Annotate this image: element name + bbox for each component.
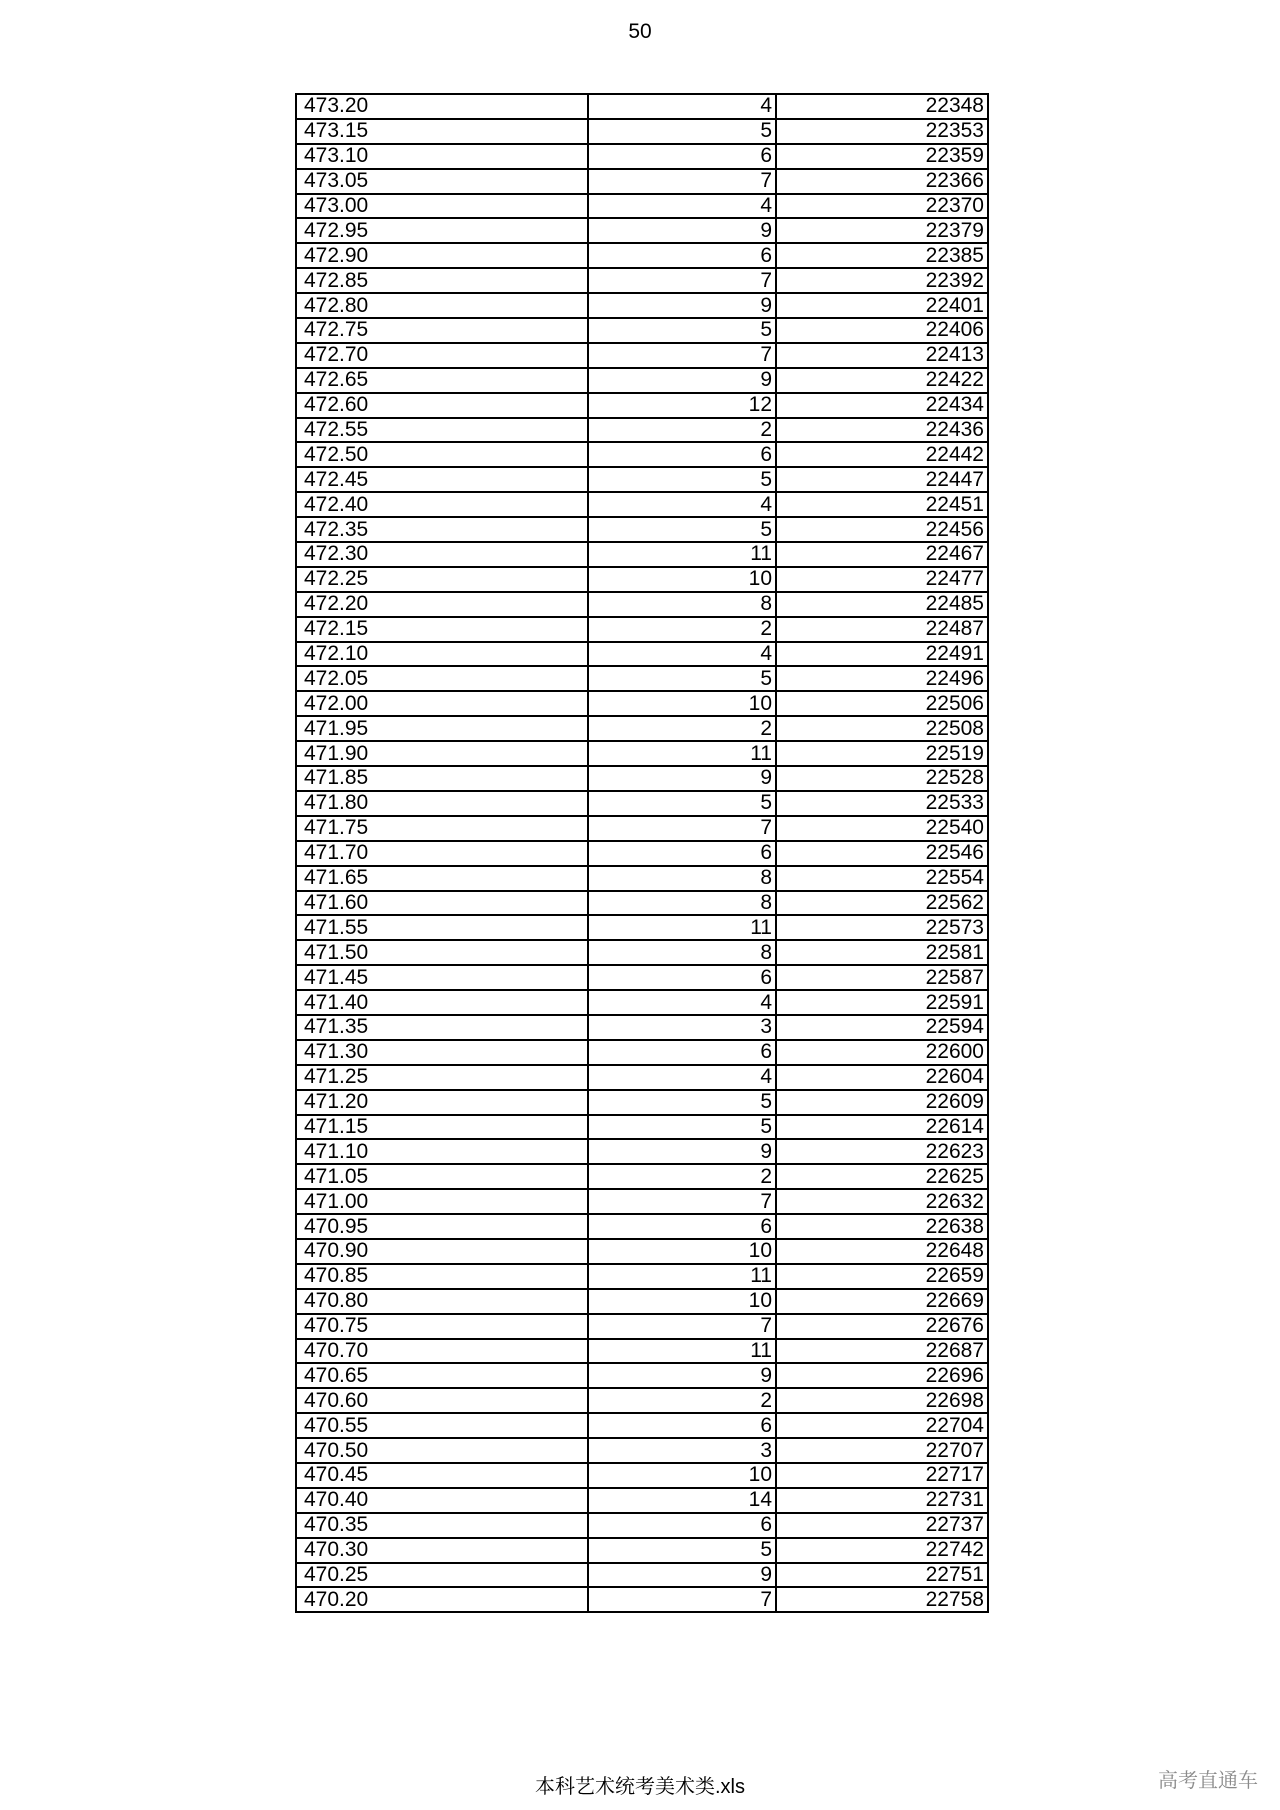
score-cell: 470.20: [296, 1587, 588, 1612]
table-row: [296, 1139, 988, 1164]
cumulative-cell: 22366: [776, 169, 988, 194]
score-cell: 471.80: [296, 791, 588, 816]
count-cell: 8: [588, 866, 776, 891]
cumulative-cell: 22533: [776, 791, 988, 816]
count-cell: 8: [588, 891, 776, 916]
count-cell: 7: [588, 816, 776, 841]
cumulative-cell: 22758: [776, 1587, 988, 1612]
cumulative-cell: 22392: [776, 268, 988, 293]
score-cell: 472.30: [296, 542, 588, 567]
count-cell: 11: [588, 542, 776, 567]
cumulative-cell: 22609: [776, 1090, 988, 1115]
table-row: [296, 1090, 988, 1115]
count-cell: 4: [588, 642, 776, 667]
cumulative-cell: 22594: [776, 1015, 988, 1040]
cumulative-cell: 22528: [776, 766, 988, 791]
table-row: [296, 1239, 988, 1264]
count-cell: 4: [588, 194, 776, 219]
table-row: [296, 1115, 988, 1140]
table-row: [296, 1339, 988, 1364]
table-row: [296, 1563, 988, 1588]
score-cell: 470.45: [296, 1463, 588, 1488]
cumulative-cell: 22600: [776, 1040, 988, 1065]
score-cell: 472.50: [296, 442, 588, 467]
cumulative-cell: 22604: [776, 1065, 988, 1090]
count-cell: 5: [588, 666, 776, 691]
cumulative-cell: 22422: [776, 368, 988, 393]
count-cell: 4: [588, 990, 776, 1015]
count-cell: 9: [588, 368, 776, 393]
table-row: [296, 1164, 988, 1189]
cumulative-cell: 22467: [776, 542, 988, 567]
cumulative-cell: 22487: [776, 617, 988, 642]
table-row: [296, 243, 988, 268]
count-cell: 9: [588, 218, 776, 243]
table-row: [296, 194, 988, 219]
table-row: [296, 642, 988, 667]
score-cell: 471.20: [296, 1090, 588, 1115]
cumulative-cell: 22413: [776, 343, 988, 368]
count-cell: 3: [588, 1015, 776, 1040]
score-cell: 471.85: [296, 766, 588, 791]
count-cell: 6: [588, 841, 776, 866]
score-cell: 472.90: [296, 243, 588, 268]
table-row: [296, 1289, 988, 1314]
score-cell: 470.25: [296, 1563, 588, 1588]
score-cell: 470.40: [296, 1488, 588, 1513]
count-cell: 10: [588, 567, 776, 592]
table-row: [296, 866, 988, 891]
table-row: [296, 542, 988, 567]
table-row: [296, 418, 988, 443]
table-row: [296, 891, 988, 916]
score-table-body: [296, 94, 988, 1612]
table-row: [296, 1015, 988, 1040]
score-cell: 472.80: [296, 293, 588, 318]
count-cell: 5: [588, 791, 776, 816]
score-cell: 471.55: [296, 915, 588, 940]
table-row: [296, 1538, 988, 1563]
footer-filename: 本科艺术统考美术类.xls: [535, 1776, 745, 1798]
score-cell: 470.80: [296, 1289, 588, 1314]
count-cell: 11: [588, 741, 776, 766]
table-row: [296, 442, 988, 467]
table-row: [296, 169, 988, 194]
count-cell: 4: [588, 492, 776, 517]
score-cell: 472.85: [296, 268, 588, 293]
cumulative-cell: 22687: [776, 1339, 988, 1364]
cumulative-cell: 22573: [776, 915, 988, 940]
score-cell: 471.30: [296, 1040, 588, 1065]
cumulative-cell: 22581: [776, 940, 988, 965]
score-cell: 470.70: [296, 1339, 588, 1364]
cumulative-cell: 22436: [776, 418, 988, 443]
score-cell: 471.05: [296, 1164, 588, 1189]
table-row: [296, 144, 988, 169]
count-cell: 9: [588, 1363, 776, 1388]
cumulative-cell: 22638: [776, 1214, 988, 1239]
score-cell: 472.05: [296, 666, 588, 691]
table-row: [296, 1040, 988, 1065]
score-cell: 470.60: [296, 1388, 588, 1413]
count-cell: 12: [588, 393, 776, 418]
table-row: [296, 617, 988, 642]
score-cell: 471.65: [296, 866, 588, 891]
score-cell: 470.90: [296, 1239, 588, 1264]
table-row: [296, 716, 988, 741]
score-cell: 471.10: [296, 1139, 588, 1164]
table-row: [296, 268, 988, 293]
count-cell: 8: [588, 592, 776, 617]
score-cell: 471.75: [296, 816, 588, 841]
count-cell: 8: [588, 940, 776, 965]
cumulative-cell: 22707: [776, 1438, 988, 1463]
table-row: [296, 343, 988, 368]
table-row: [296, 1513, 988, 1538]
score-cell: 472.40: [296, 492, 588, 517]
table-row: [296, 1189, 988, 1214]
cumulative-cell: 22519: [776, 741, 988, 766]
score-cell: 471.40: [296, 990, 588, 1015]
score-cell: 471.50: [296, 940, 588, 965]
cumulative-cell: 22370: [776, 194, 988, 219]
count-cell: 5: [588, 467, 776, 492]
score-cell: 472.55: [296, 418, 588, 443]
table-row: [296, 816, 988, 841]
count-cell: 6: [588, 243, 776, 268]
count-cell: 11: [588, 1339, 776, 1364]
score-cell: 471.90: [296, 741, 588, 766]
cumulative-cell: 22562: [776, 891, 988, 916]
table-row: [296, 492, 988, 517]
count-cell: 7: [588, 1189, 776, 1214]
count-cell: 6: [588, 1214, 776, 1239]
cumulative-cell: 22659: [776, 1264, 988, 1289]
count-cell: 7: [588, 268, 776, 293]
table-row: [296, 691, 988, 716]
table-row: [296, 1065, 988, 1090]
table-row: [296, 119, 988, 144]
count-cell: 6: [588, 1513, 776, 1538]
score-cell: 472.60: [296, 393, 588, 418]
score-cell: 471.00: [296, 1189, 588, 1214]
cumulative-cell: 22648: [776, 1239, 988, 1264]
cumulative-cell: 22698: [776, 1388, 988, 1413]
table-row: [296, 517, 988, 542]
score-cell: 472.95: [296, 218, 588, 243]
score-cell: 471.25: [296, 1065, 588, 1090]
score-cell: 472.00: [296, 691, 588, 716]
count-cell: 7: [588, 343, 776, 368]
cumulative-cell: 22676: [776, 1314, 988, 1339]
count-cell: 9: [588, 1563, 776, 1588]
score-cell: 470.95: [296, 1214, 588, 1239]
count-cell: 2: [588, 1164, 776, 1189]
count-cell: 10: [588, 1289, 776, 1314]
cumulative-cell: 22496: [776, 666, 988, 691]
cumulative-cell: 22742: [776, 1538, 988, 1563]
score-cell: 471.95: [296, 716, 588, 741]
cumulative-cell: 22406: [776, 318, 988, 343]
count-cell: 6: [588, 442, 776, 467]
score-cell: 473.05: [296, 169, 588, 194]
cumulative-cell: 22491: [776, 642, 988, 667]
cumulative-cell: 22540: [776, 816, 988, 841]
cumulative-cell: 22401: [776, 293, 988, 318]
score-cell: 472.15: [296, 617, 588, 642]
cumulative-cell: 22447: [776, 467, 988, 492]
table-row: [296, 318, 988, 343]
table-row: [296, 791, 988, 816]
table-row: [296, 990, 988, 1015]
table-row: [296, 741, 988, 766]
count-cell: 7: [588, 1587, 776, 1612]
count-cell: 5: [588, 517, 776, 542]
cumulative-cell: 22669: [776, 1289, 988, 1314]
count-cell: 2: [588, 418, 776, 443]
cumulative-cell: 22623: [776, 1139, 988, 1164]
score-cell: 470.55: [296, 1413, 588, 1438]
cumulative-cell: 22587: [776, 965, 988, 990]
score-cell: 471.70: [296, 841, 588, 866]
count-cell: 4: [588, 1065, 776, 1090]
count-cell: 6: [588, 965, 776, 990]
score-cell: 471.15: [296, 1115, 588, 1140]
cumulative-cell: 22731: [776, 1488, 988, 1513]
cumulative-cell: 22717: [776, 1463, 988, 1488]
cumulative-cell: 22456: [776, 517, 988, 542]
score-cell: 472.25: [296, 567, 588, 592]
score-cell: 472.75: [296, 318, 588, 343]
score-cell: 470.65: [296, 1363, 588, 1388]
count-cell: 7: [588, 169, 776, 194]
count-cell: 6: [588, 1040, 776, 1065]
table-row: [296, 666, 988, 691]
table-row: [296, 368, 988, 393]
table-row: [296, 1388, 988, 1413]
table-row: [296, 592, 988, 617]
table-row: [296, 940, 988, 965]
cumulative-cell: 22696: [776, 1363, 988, 1388]
score-cell: 470.85: [296, 1264, 588, 1289]
score-cell: 472.20: [296, 592, 588, 617]
table-row: [296, 1413, 988, 1438]
count-cell: 14: [588, 1488, 776, 1513]
table-row: [296, 766, 988, 791]
table-row: [296, 965, 988, 990]
score-cell: 473.20: [296, 94, 588, 119]
count-cell: 6: [588, 1413, 776, 1438]
count-cell: 3: [588, 1438, 776, 1463]
score-cell: 472.35: [296, 517, 588, 542]
cumulative-cell: 22477: [776, 567, 988, 592]
cumulative-cell: 22632: [776, 1189, 988, 1214]
score-cell: 470.50: [296, 1438, 588, 1463]
cumulative-cell: 22546: [776, 841, 988, 866]
count-cell: 5: [588, 1115, 776, 1140]
table-row: [296, 393, 988, 418]
cumulative-cell: 22348: [776, 94, 988, 119]
count-cell: 11: [588, 915, 776, 940]
table-row: [296, 1488, 988, 1513]
score-cell: 473.00: [296, 194, 588, 219]
count-cell: 9: [588, 766, 776, 791]
table-row: [296, 567, 988, 592]
table-row: [296, 94, 988, 119]
score-cell: 470.30: [296, 1538, 588, 1563]
score-cell: 471.45: [296, 965, 588, 990]
table-row: [296, 841, 988, 866]
cumulative-cell: 22704: [776, 1413, 988, 1438]
cumulative-cell: 22614: [776, 1115, 988, 1140]
table-row: [296, 915, 988, 940]
cumulative-cell: 22434: [776, 393, 988, 418]
count-cell: 5: [588, 318, 776, 343]
cumulative-cell: 22485: [776, 592, 988, 617]
table-row: [296, 293, 988, 318]
count-cell: 2: [588, 617, 776, 642]
table-row: [296, 1587, 988, 1612]
cumulative-cell: 22353: [776, 119, 988, 144]
score-table: [295, 93, 989, 1613]
score-cell: 472.70: [296, 343, 588, 368]
cumulative-cell: 22591: [776, 990, 988, 1015]
count-cell: 5: [588, 119, 776, 144]
count-cell: 9: [588, 1139, 776, 1164]
score-cell: 471.35: [296, 1015, 588, 1040]
cumulative-cell: 22554: [776, 866, 988, 891]
cumulative-cell: 22737: [776, 1513, 988, 1538]
page-number: 50: [628, 20, 652, 43]
table-row: [296, 1363, 988, 1388]
count-cell: 5: [588, 1538, 776, 1563]
count-cell: 10: [588, 691, 776, 716]
count-cell: 10: [588, 1463, 776, 1488]
count-cell: 2: [588, 716, 776, 741]
cumulative-cell: 22359: [776, 144, 988, 169]
table-row: [296, 1314, 988, 1339]
count-cell: 9: [588, 293, 776, 318]
score-cell: 473.15: [296, 119, 588, 144]
cumulative-cell: 22451: [776, 492, 988, 517]
cumulative-cell: 22385: [776, 243, 988, 268]
count-cell: 11: [588, 1264, 776, 1289]
count-cell: 4: [588, 94, 776, 119]
cumulative-cell: 22506: [776, 691, 988, 716]
count-cell: 2: [588, 1388, 776, 1413]
table-row: [296, 218, 988, 243]
cumulative-cell: 22508: [776, 716, 988, 741]
score-cell: 470.75: [296, 1314, 588, 1339]
count-cell: 7: [588, 1314, 776, 1339]
score-cell: 472.65: [296, 368, 588, 393]
count-cell: 6: [588, 144, 776, 169]
score-cell: 471.60: [296, 891, 588, 916]
table-row: [296, 1463, 988, 1488]
cumulative-cell: 22751: [776, 1563, 988, 1588]
cumulative-cell: 22625: [776, 1164, 988, 1189]
score-cell: 472.45: [296, 467, 588, 492]
table-row: [296, 1214, 988, 1239]
count-cell: 5: [588, 1090, 776, 1115]
cumulative-cell: 22379: [776, 218, 988, 243]
table-row: [296, 467, 988, 492]
score-cell: 472.10: [296, 642, 588, 667]
count-cell: 10: [588, 1239, 776, 1264]
table-row: [296, 1438, 988, 1463]
score-cell: 470.35: [296, 1513, 588, 1538]
watermark: 高考直通车: [1158, 1770, 1258, 1792]
score-cell: 473.10: [296, 144, 588, 169]
table-row: [296, 1264, 988, 1289]
cumulative-cell: 22442: [776, 442, 988, 467]
